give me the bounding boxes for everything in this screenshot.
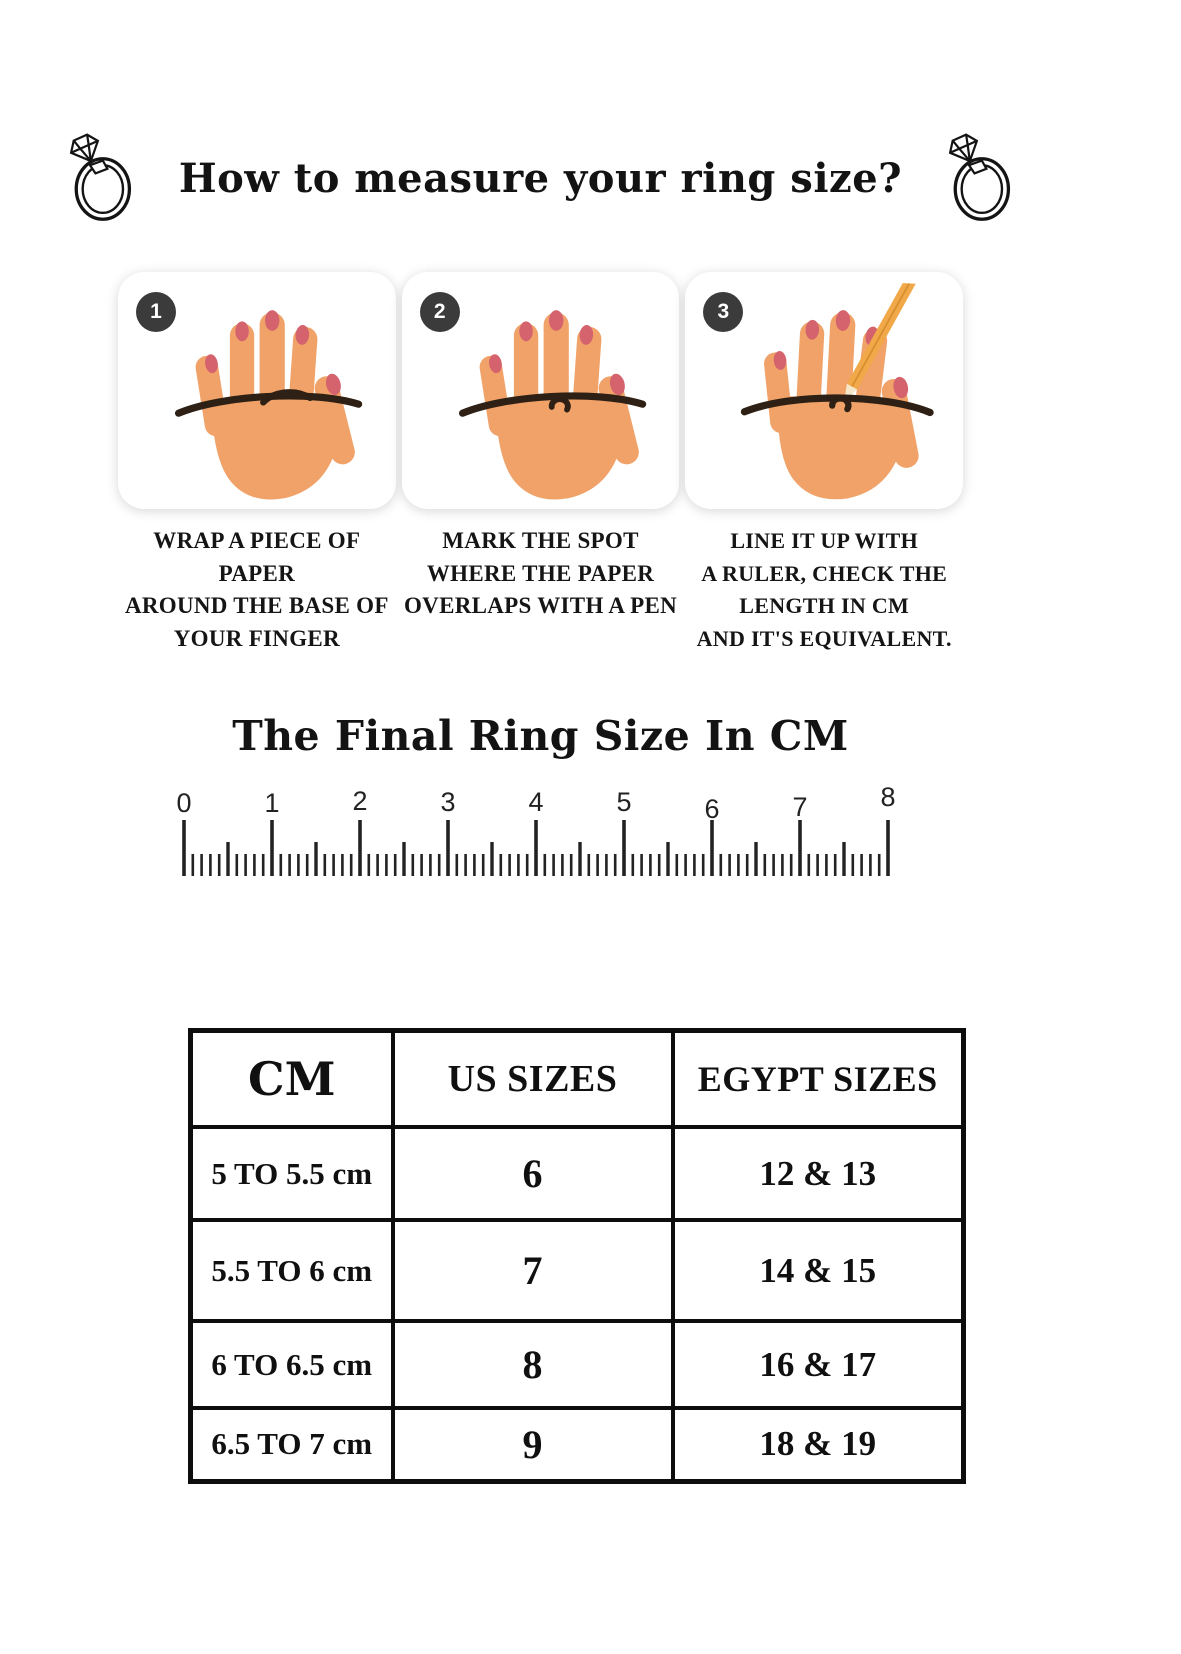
egypt-size-cell: 18 & 19: [673, 1408, 964, 1481]
egypt-size-cell: 12 & 13: [673, 1127, 964, 1220]
caption-line: AROUND THE BASE OF: [124, 593, 389, 619]
hand-illustration-step2: [448, 280, 668, 505]
egypt-size-cell: 16 & 17: [673, 1321, 964, 1408]
ruler-tick-label: 0: [175, 787, 192, 818]
table-row: [191, 1127, 964, 1220]
ruler-section-heading: The Final Ring Size In CM: [232, 711, 849, 760]
caption-line: MARK THE SPOT: [442, 528, 639, 553]
cm-ruler: [176, 784, 906, 878]
us-size-cell: 9: [393, 1408, 673, 1481]
ruler-tick-label: 7: [791, 791, 808, 822]
cm-range-cell: 6.5 TO 7 cm: [191, 1408, 393, 1481]
ruler-tick-label: 2: [351, 785, 368, 816]
ring-size-table: [188, 1028, 966, 1484]
ruler-tick-label: 3: [439, 786, 456, 817]
hand-illustration-step1: [164, 280, 384, 505]
header: [118, 0, 963, 228]
caption-line: YOUR FINGER: [173, 625, 340, 651]
diamond-ring-icon: [57, 128, 145, 228]
cm-range-cell: 5.5 TO 6 cm: [191, 1220, 393, 1321]
us-size-cell: 6: [393, 1127, 673, 1220]
ruler-tick-label: 4: [527, 786, 544, 817]
hand-illustration-step3: [726, 274, 957, 510]
step-captions-row: [118, 525, 963, 656]
step-number-badge: 2: [420, 292, 460, 332]
step-caption-2: [402, 525, 680, 656]
caption-line: WHERE THE PAPER: [426, 560, 655, 586]
steps-row: [118, 272, 963, 509]
egypt-size-cell: 14 & 15: [673, 1220, 964, 1321]
us-size-cell: 7: [393, 1220, 673, 1321]
caption-line: LENGTH IN CM: [739, 593, 910, 619]
step-card-3: [685, 272, 963, 509]
caption-line: A RULER, CHECK THE: [701, 560, 948, 586]
table-row: [191, 1220, 964, 1321]
step-card-2: [402, 272, 680, 509]
step-caption-1: [118, 525, 396, 656]
page-title: How to measure your ring size?: [178, 154, 903, 202]
ruler-tick-label: 5: [615, 786, 632, 817]
us-size-cell: 8: [393, 1321, 673, 1408]
table-header-egypt-sizes: EGYPT SIZES: [673, 1030, 964, 1127]
step-number-badge: 1: [136, 292, 176, 332]
table-row: [191, 1408, 964, 1481]
ruler-tick-label: 1: [263, 787, 280, 818]
table-header-us-sizes: US SIZES: [393, 1030, 673, 1127]
table-row: [191, 1321, 964, 1408]
ruler-tick-label: 6: [703, 793, 720, 824]
cm-range-cell: 5 TO 5.5 cm: [191, 1127, 393, 1220]
caption-line: OVERLAPS WITH A PEN: [403, 593, 678, 619]
diamond-ring-icon: [936, 128, 1024, 228]
step-card-1: [118, 272, 396, 509]
table-header-cm: CM: [191, 1030, 393, 1127]
caption-line: LINE IT UP WITH: [730, 528, 919, 553]
step-caption-3: [685, 525, 963, 656]
cm-range-cell: 6 TO 6.5 cm: [191, 1321, 393, 1408]
caption-line: WRAP A PIECE OF PAPER: [153, 528, 361, 586]
caption-line: AND IT'S EQUIVALENT.: [696, 625, 952, 651]
step-number-badge: 3: [703, 292, 743, 332]
ruler-tick-label: 8: [879, 783, 896, 812]
